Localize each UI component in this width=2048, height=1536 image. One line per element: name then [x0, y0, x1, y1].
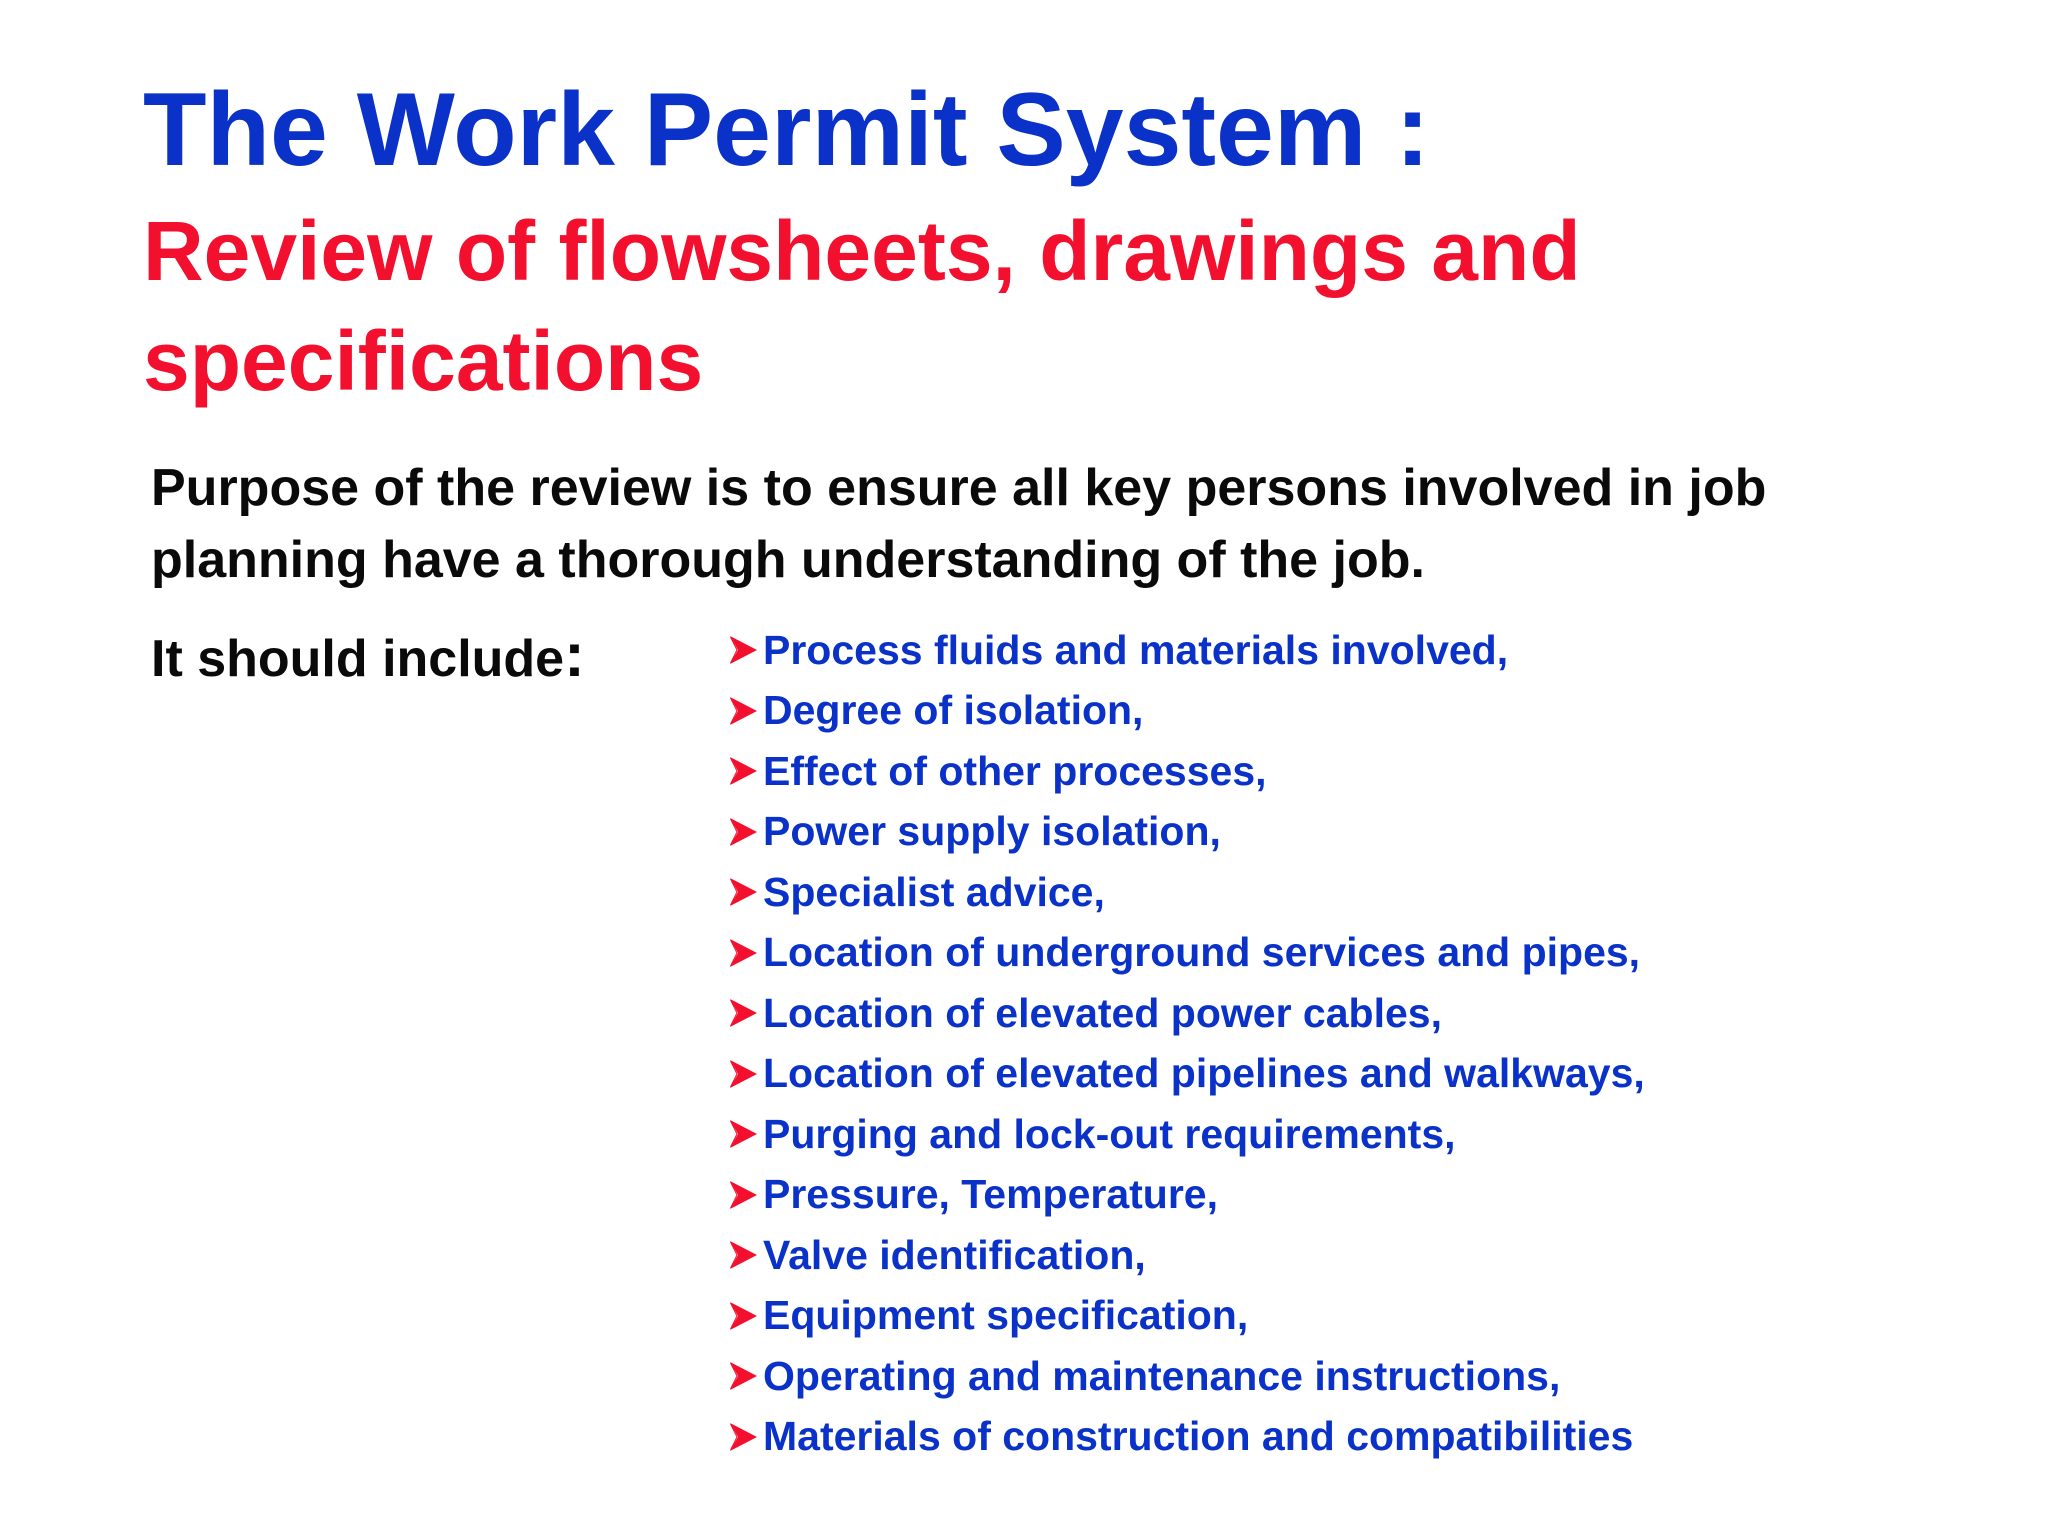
bullet-text: Degree of isolation,: [763, 687, 1144, 734]
bullet-item: [728, 923, 1645, 984]
bullet-item: [728, 983, 1645, 1044]
arrow-right-icon: [728, 812, 760, 852]
arrow-right-icon: [728, 1054, 760, 1094]
arrow-right-icon: [728, 1296, 760, 1336]
bullet-item: [728, 620, 1645, 681]
include-label-text: It should include: [151, 630, 565, 688]
bullet-text: Location of elevated power cables,: [763, 989, 1442, 1036]
bullet-item: [728, 1044, 1645, 1105]
slide-subtitle: Review of flowsheets, drawings and specifications: [143, 204, 1581, 408]
purpose-paragraph: Purpose of the review is to ensure all key persons involved in job planning have a thorough understanding of the job.: [151, 459, 1767, 589]
bullet-item: [728, 802, 1645, 863]
arrow-right-icon: [728, 872, 760, 912]
bullet-item: [728, 1225, 1645, 1286]
arrow-right-icon: [728, 691, 760, 731]
bullet-item: [728, 1165, 1645, 1226]
bullet-item: [728, 1407, 1645, 1468]
arrow-right-icon: [728, 1235, 760, 1275]
arrow-right-icon: [728, 933, 760, 973]
bullet-item: [728, 1286, 1645, 1347]
include-label-colon: :: [564, 621, 585, 690]
include-label: [151, 620, 585, 695]
arrow-right-icon: [728, 993, 760, 1033]
bullet-item: [728, 1104, 1645, 1165]
arrow-right-icon: [728, 1417, 760, 1457]
bullet-text: Location of underground services and pipes,: [763, 929, 1641, 976]
bullet-item: [728, 862, 1645, 923]
bullet-text: Materials of construction and compatibilities: [763, 1413, 1634, 1460]
arrow-right-icon: [728, 1175, 760, 1215]
bullet-text: Process fluids and materials involved,: [763, 626, 1509, 673]
bullet-item: [728, 741, 1645, 802]
bullet-list: [728, 620, 1645, 1467]
bullet-text: Power supply isolation,: [763, 808, 1221, 855]
arrow-right-icon: [728, 1356, 760, 1396]
bullet-text: Operating and maintenance instructions,: [763, 1352, 1561, 1399]
bullet-item: [728, 681, 1645, 742]
bullet-text: Valve identification,: [763, 1231, 1146, 1278]
bullet-text: Location of elevated pipelines and walkways,: [763, 1050, 1645, 1097]
arrow-right-icon: [728, 751, 760, 791]
bullet-text: Pressure, Temperature,: [763, 1171, 1219, 1218]
bullet-text: Effect of other processes,: [763, 747, 1267, 794]
slide-title: The Work Permit System :: [143, 72, 1430, 188]
arrow-right-icon: [728, 1114, 760, 1154]
bullet-text: Specialist advice,: [763, 868, 1105, 915]
arrow-right-icon: [728, 630, 760, 670]
bullet-text: Purging and lock-out requirements,: [763, 1110, 1456, 1157]
bullet-text: Equipment specification,: [763, 1292, 1249, 1339]
bullet-item: [728, 1346, 1645, 1407]
